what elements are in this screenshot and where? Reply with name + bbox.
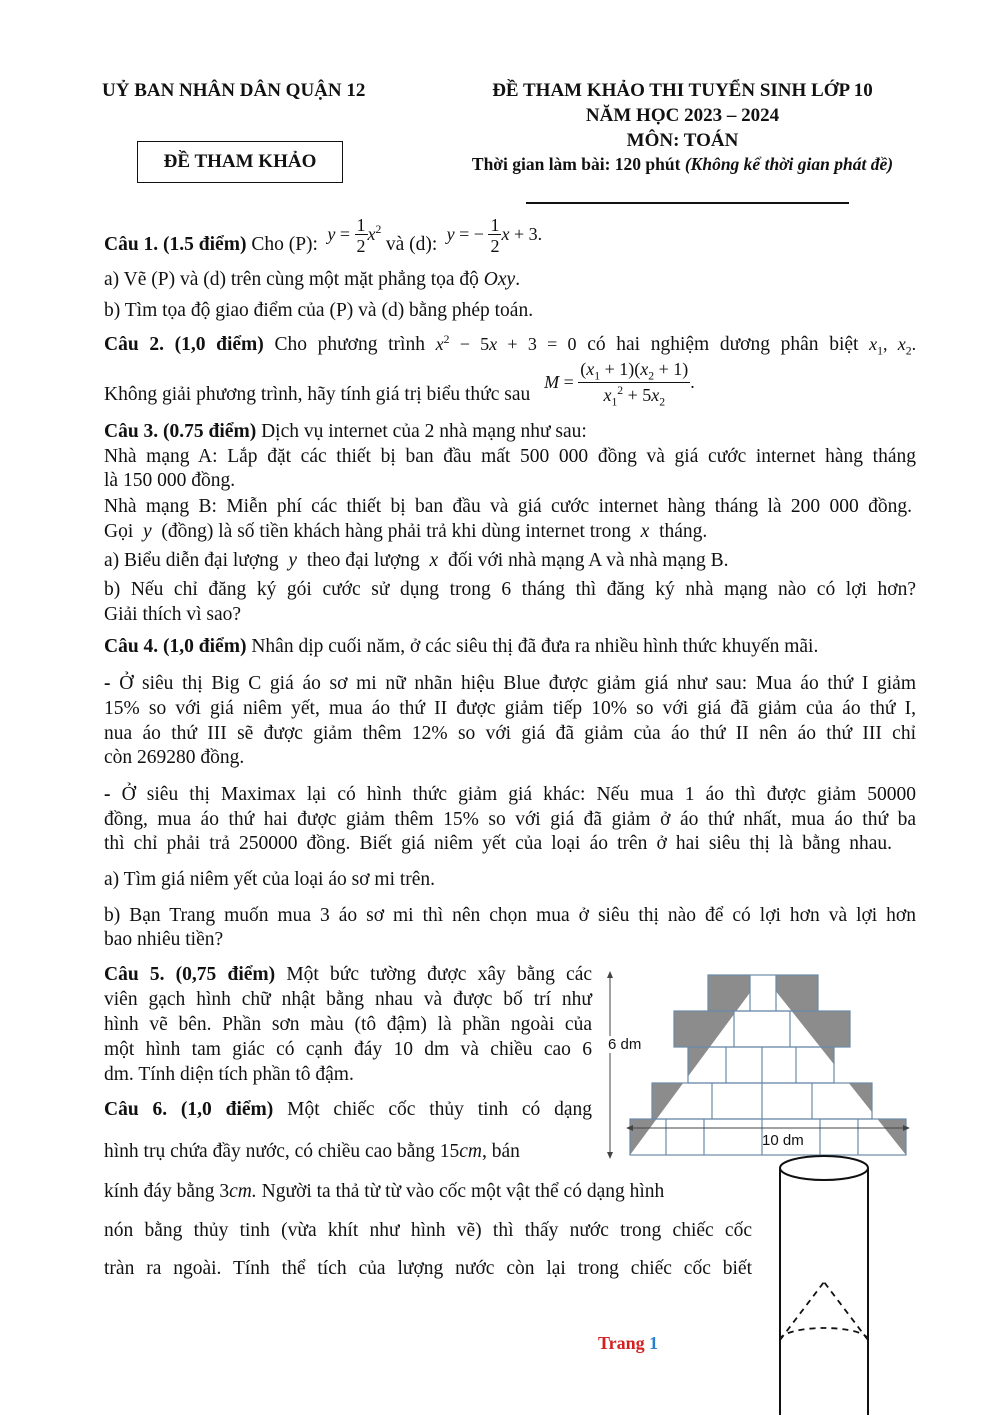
page-number: 1 xyxy=(649,1333,659,1353)
q3-line1 xyxy=(104,420,587,444)
page-word: Trang xyxy=(598,1333,645,1353)
reference-box-label: ĐỀ THAM KHẢO xyxy=(163,151,317,172)
q2-equation: $x^2 - 5x + 3 = 0$ xyxy=(435,333,577,354)
q3-label: Câu 3. (0.75 điểm) xyxy=(104,421,257,442)
q6-line3-b: Người ta thả từ từ vào cốc một vật thể có dạng hình xyxy=(261,1181,665,1202)
q4-maximax-1-text: Ở siêu thị Maximax lại có hình thức giảm giá khác: Nếu mua 1 áo thì được giảm 50000 xyxy=(121,784,917,805)
cylinder-figure xyxy=(770,1150,880,1415)
q3-part-a: a) Biểu diễn đại lượng y theo đại lượng x đối với nhà mạng A và nhà mạng B. xyxy=(104,550,729,571)
q4-label: Câu 4. (1,0 điểm) xyxy=(104,636,247,657)
q6-radius-unit: cm. xyxy=(229,1181,257,1202)
q2-text1: Cho phương trình xyxy=(274,334,425,355)
q1-part-b: b) Tìm tọa độ giao điểm của (P) và (d) bằng phép toán. xyxy=(104,300,534,321)
q4-bigc-1-text: Ở siêu thị Big C giá áo sơ mi nữ nhãn hiệu Blue được giảm giá như sau: Mua áo thứ I giảm xyxy=(119,673,916,694)
cone-side-left xyxy=(780,1282,824,1340)
q5-line5: dm. Tính diện tích phần tô đậm. xyxy=(104,1064,354,1085)
q1-line xyxy=(104,215,543,264)
q5-line1-text: Một bức tường được xây bằng các xyxy=(286,964,592,985)
page-footer xyxy=(598,1333,658,1354)
q3-provider-b: Nhà mạng B: Miễn phí các thiết bị ban đầu và giá cước internet hàng tháng là 200 000 đồng. xyxy=(104,496,912,517)
q5-line3: hình vẽ bên. Phần sơn màu (tô đậm) là phần ngoài của xyxy=(104,1014,592,1035)
q6-line3-a: kính đáy bằng xyxy=(104,1181,215,1202)
q2-text2: có hai nghiệm dương phân biệt xyxy=(587,334,859,355)
q2-expression: M = $\frac{(x_1 + 1)(x_2 + 1)}{x_1^2 + 5x_2}$ . xyxy=(544,359,695,409)
q4-maximax-1 xyxy=(104,783,916,807)
q6-label: Câu 6. (1,0 điểm) xyxy=(104,1099,274,1120)
q1-label: Câu 1. (1.5 điểm) xyxy=(104,233,247,255)
q6-line1-text: Một chiếc cốc thủy tinh có dạng xyxy=(287,1099,593,1120)
q2-line2 xyxy=(104,358,695,414)
q3-define-y-3: tháng. xyxy=(659,521,708,542)
q6-line5: tràn ra ngoài. Tính thể tích của lượng nước còn lại trong chiếc cốc biết xyxy=(104,1258,752,1279)
q3-define-y: Gọi y (đồng) là số tiền khách hàng phải trả khi dùng internet trong x tháng. xyxy=(104,521,708,542)
q3-part-b-2: Giải thích vì sao? xyxy=(104,604,242,625)
fig-height-label: 6 dm xyxy=(608,1036,642,1053)
q2-text3: Không giải phương trình, hãy tính giá trị biểu thức sau xyxy=(104,384,531,406)
q4-intro: Nhân dịp cuối năm, ở các siêu thị đã đưa ra nhiều hình thức khuyến mãi. xyxy=(251,636,819,657)
q3-part-a-1: a) Biểu diễn đại lượng xyxy=(104,550,279,571)
q4-maximax-dash: - xyxy=(104,784,111,805)
q4-bigc-1 xyxy=(104,672,916,696)
q4-bigc-2: 15% so với giá niêm yết, mua áo thứ II được giảm tiếp 10% so với giá đã giảm của áo thứ I, xyxy=(104,698,916,719)
q4-part-a: a) Tìm giá niêm yết của loại áo sơ mi trên. xyxy=(104,869,436,890)
header-left-org: UỶ BAN NHÂN DÂN QUẬN 12 xyxy=(102,80,366,101)
header-divider xyxy=(526,202,849,204)
q6-radius: 3 xyxy=(219,1181,230,1202)
q3-part-a-2: theo đại lượng xyxy=(306,550,420,571)
cone-side-right xyxy=(824,1282,868,1340)
q6-line4: nón bằng thủy tinh (vừa khít như hình vẽ) thì thấy nước trong chiếc cốc xyxy=(104,1220,752,1241)
q3-define-y-2: (đồng) là số tiền khách hàng phải trả khi dùng internet trong xyxy=(161,521,631,542)
q3-intro: Dịch vụ internet của 2 nhà mạng như sau: xyxy=(261,421,587,442)
q4-maximax-2: đồng, mua áo thứ hai được giảm thêm 15% so với giá đã giảm ở áo thứ nhất, mua áo thứ ba xyxy=(104,809,916,830)
q4-part-b-2: bao nhiêu tiền? xyxy=(104,929,224,950)
school-year: NĂM HỌC 2023 – 2024 xyxy=(585,105,780,126)
q6-line2-a: hình trụ chứa đầy nước, có chiều cao bằng xyxy=(104,1141,435,1162)
q4-maximax-3: thì chỉ phải trả 250000 đồng. Biết giá niêm yết của loại áo trên ở hai siêu thị là bằng nhau. xyxy=(104,833,892,854)
exam-title: ĐỀ THAM KHẢO THI TUYỂN SINH LỚP 10 xyxy=(492,80,873,101)
q4-line1 xyxy=(104,635,818,659)
q6-line3 xyxy=(104,1180,664,1204)
q5-label: Câu 5. (0,75 điểm) xyxy=(104,964,276,985)
q3-define-y-1: Gọi xyxy=(104,521,134,542)
q1-part-a-text: a) Vẽ (P) và (d) trên cùng một mặt phẳng tọa độ xyxy=(104,269,479,290)
q4-bigc-3: nua áo thứ III sẽ được giảm thêm 12% so với giá đã giảm của áo thứ II nên áo thứ III chỉ xyxy=(104,723,916,744)
q2-label: Câu 2. (1,0 điểm) xyxy=(104,334,264,355)
q3-part-b-1: b) Nếu chỉ đăng ký gói cước sử dụng trong 6 tháng thì đăng ký nhà mạng nào có lợi hơn? xyxy=(104,579,916,600)
q5-line4: một hình tam giác có cạnh đáy 10 dm và chiều cao 6 xyxy=(104,1039,592,1060)
q3-part-a-3: đối với nhà mạng A và nhà mạng B. xyxy=(447,550,729,571)
q3-provider-a-2: là 150 000 đồng. xyxy=(104,470,236,491)
cylinder-top xyxy=(780,1156,868,1180)
q2-roots: $x_1$, $x_2$. xyxy=(869,334,917,358)
q6-line2 xyxy=(104,1140,520,1164)
q1-line-d: y = − $\frac{1}{2}$ x + 3. xyxy=(446,215,543,256)
q1-part-a-var: Oxy xyxy=(483,269,516,290)
q6-height-unit: cm xyxy=(459,1141,482,1162)
q4-bigc-dash: - xyxy=(104,673,111,694)
subject: MÔN: TOÁN xyxy=(626,130,739,151)
time-allowed-note: (Không kể thời gian phát đề) xyxy=(684,154,894,174)
reference-box xyxy=(137,141,343,183)
cone-base xyxy=(780,1328,868,1340)
q1-and: và (d): xyxy=(385,233,438,255)
fig-width-label: 10 dm xyxy=(762,1132,804,1149)
q3-provider-a-1: Nhà mạng A: Lắp đặt các thiết bị ban đầu mất 500 000 đồng và giá cước internet hàng tháng xyxy=(104,446,916,467)
q5-line2: viên gạch hình chữ nhật bằng nhau và được bố trí như xyxy=(104,989,592,1010)
q6-line2-b: , bán xyxy=(482,1141,520,1162)
q4-part-b-1: b) Bạn Trang muốn mua 3 áo sơ mi thì nên chọn mua ở siêu thị nào để có lợi hơn và lợi hơn xyxy=(104,905,916,926)
q6-height: 15 xyxy=(439,1141,460,1162)
time-allowed-main: Thời gian làm bài: 120 phút xyxy=(471,154,681,174)
q1-parabola: y = $\frac{1}{2}$ $x^2$ xyxy=(327,215,382,256)
q5-line1 xyxy=(104,963,592,987)
q1-part-a: a) Vẽ (P) và (d) trên cùng một mặt phẳng tọa độ Oxy. xyxy=(104,269,521,290)
q1-intro: Cho (P): xyxy=(251,233,318,255)
q6-line1 xyxy=(104,1098,592,1122)
time-allowed xyxy=(440,154,925,175)
q4-bigc-4: còn 269280 đồng. xyxy=(104,747,245,768)
